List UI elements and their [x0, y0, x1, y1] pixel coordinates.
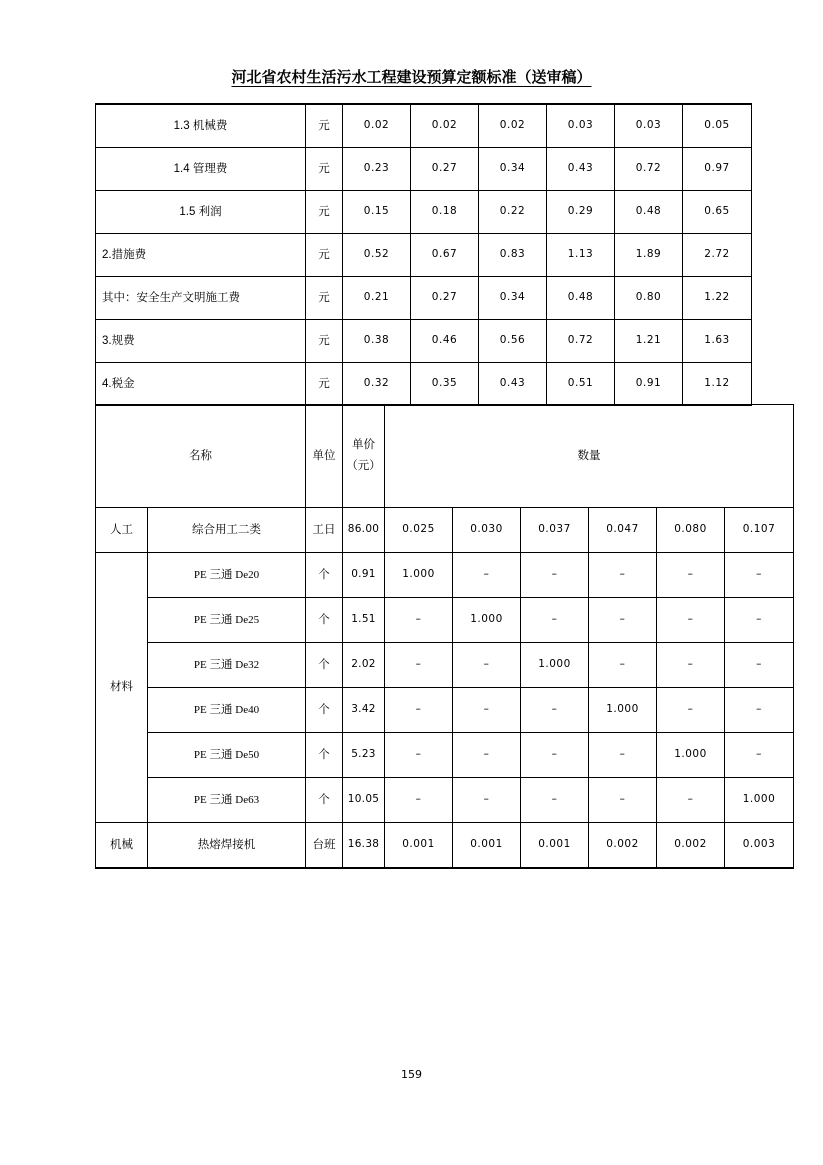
item-name-suffix: De20 — [235, 568, 260, 581]
fee-value: 0.23 — [343, 148, 411, 191]
item-unit: 个 — [306, 733, 343, 778]
bill-of-quantities-table — [95, 404, 794, 869]
item-quantity: – — [521, 553, 589, 598]
table-row — [96, 104, 752, 148]
table-row — [96, 148, 752, 191]
fee-value: 1.63 — [683, 320, 752, 363]
item-quantity: 0.002 — [589, 823, 657, 869]
item-quantity: – — [453, 553, 521, 598]
fee-summary-body — [96, 104, 752, 406]
item-quantity: – — [657, 643, 725, 688]
item-quantity: 0.001 — [521, 823, 589, 869]
item-quantity: – — [521, 778, 589, 823]
fee-value: 0.48 — [615, 191, 683, 234]
item-unit-price: 16.38 — [343, 823, 385, 869]
bill-of-quantities-body — [96, 405, 794, 869]
item-name-suffix: De32 — [235, 658, 260, 671]
item-quantity: 1.000 — [725, 778, 794, 823]
fee-value: 0.43 — [479, 363, 547, 406]
fee-value: 0.43 — [547, 148, 615, 191]
item-name — [148, 688, 306, 733]
table-row — [96, 823, 794, 869]
fee-row-unit: 元 — [306, 234, 343, 277]
fee-value: 0.91 — [615, 363, 683, 406]
item-quantity: – — [453, 733, 521, 778]
item-quantity: – — [589, 598, 657, 643]
item-quantity: – — [725, 553, 794, 598]
item-quantity: – — [385, 733, 453, 778]
item-name — [148, 553, 306, 598]
fee-row-unit: 元 — [306, 320, 343, 363]
item-name-suffix: De25 — [235, 613, 260, 626]
category-label-labor: 人工 — [96, 508, 148, 553]
item-quantity: – — [521, 598, 589, 643]
fee-value: 0.46 — [411, 320, 479, 363]
table-row — [96, 277, 752, 320]
fee-value: 0.34 — [479, 148, 547, 191]
item-name-prefix: PE — [193, 748, 207, 761]
item-quantity: – — [725, 598, 794, 643]
fee-row-unit: 元 — [306, 148, 343, 191]
fee-row-label: 2.措施费 — [96, 234, 306, 277]
item-name-cjk: 三通 — [209, 568, 233, 581]
item-name-cjk: 三通 — [209, 658, 233, 671]
fee-value: 0.52 — [343, 234, 411, 277]
table-header-row — [96, 405, 794, 508]
table-row — [96, 643, 794, 688]
item-name-prefix: PE — [193, 703, 207, 716]
fee-value: 0.05 — [683, 104, 752, 148]
item-quantity: 1.000 — [521, 643, 589, 688]
item-unit-price: 5.23 — [343, 733, 385, 778]
table-row — [96, 191, 752, 234]
fee-value: 0.18 — [411, 191, 479, 234]
item-unit: 个 — [306, 643, 343, 688]
fee-value: 0.83 — [479, 234, 547, 277]
table-row — [96, 688, 794, 733]
fee-row-label: 1.5 利润 — [96, 191, 306, 234]
item-name-prefix: PE — [193, 568, 207, 581]
item-name-prefix: PE — [193, 658, 207, 671]
item-quantity: – — [589, 778, 657, 823]
table-row — [96, 320, 752, 363]
item-unit: 个 — [306, 553, 343, 598]
item-quantity: – — [725, 688, 794, 733]
item-quantity: 0.025 — [385, 508, 453, 553]
fee-row-unit: 元 — [306, 104, 343, 148]
item-quantity: – — [589, 733, 657, 778]
item-name-prefix: PE — [193, 793, 207, 806]
page-title — [0, 66, 823, 87]
item-quantity: – — [657, 553, 725, 598]
item-unit-price: 3.42 — [343, 688, 385, 733]
item-unit: 个 — [306, 598, 343, 643]
fee-value: 0.22 — [479, 191, 547, 234]
category-label-material: 材料 — [96, 553, 148, 823]
table-row — [96, 553, 794, 598]
table-row — [96, 234, 752, 277]
fee-value: 0.51 — [547, 363, 615, 406]
fee-value: 0.27 — [411, 148, 479, 191]
item-name-cjk: 三通 — [209, 703, 233, 716]
item-quantity: – — [657, 688, 725, 733]
item-name-cjk: 三通 — [209, 613, 233, 626]
item-unit-price: 10.05 — [343, 778, 385, 823]
item-quantity: – — [657, 598, 725, 643]
header-unit-price — [343, 405, 385, 508]
fee-value: 0.03 — [615, 104, 683, 148]
item-quantity: 0.001 — [385, 823, 453, 869]
fee-row-label: 其中：安全生产文明施工费 — [96, 277, 306, 320]
item-name: 热熔焊接机 — [148, 823, 306, 869]
item-name — [148, 643, 306, 688]
fee-value: 0.15 — [343, 191, 411, 234]
item-quantity: – — [657, 778, 725, 823]
fee-value: 1.21 — [615, 320, 683, 363]
item-unit: 工日 — [306, 508, 343, 553]
item-quantity: – — [521, 688, 589, 733]
item-quantity: 0.107 — [725, 508, 794, 553]
item-quantity: – — [725, 643, 794, 688]
item-quantity: – — [589, 553, 657, 598]
fee-value: 0.48 — [547, 277, 615, 320]
header-unit: 单位 — [306, 405, 343, 508]
fee-value: 0.27 — [411, 277, 479, 320]
item-quantity: 1.000 — [657, 733, 725, 778]
fee-value: 0.21 — [343, 277, 411, 320]
fee-value: 0.35 — [411, 363, 479, 406]
header-quantity: 数量 — [385, 405, 794, 508]
fee-value: 0.32 — [343, 363, 411, 406]
item-quantity: – — [725, 733, 794, 778]
fee-value: 0.72 — [547, 320, 615, 363]
category-label-machinery: 机械 — [96, 823, 148, 869]
fee-row-label: 3.规费 — [96, 320, 306, 363]
item-quantity: – — [385, 643, 453, 688]
item-name-suffix: De50 — [235, 748, 260, 761]
fee-row-unit: 元 — [306, 277, 343, 320]
page-title-text: 河北省农村生活污水工程建设预算定额标准（送审稿） — [231, 69, 592, 86]
fee-row-label: 1.3 机械费 — [96, 104, 306, 148]
item-quantity: 0.037 — [521, 508, 589, 553]
fee-value: 0.80 — [615, 277, 683, 320]
item-name: 综合用工二类 — [148, 508, 306, 553]
fee-value: 1.22 — [683, 277, 752, 320]
fee-value: 0.67 — [411, 234, 479, 277]
item-quantity: – — [385, 598, 453, 643]
item-quantity: 0.047 — [589, 508, 657, 553]
item-unit: 个 — [306, 778, 343, 823]
fee-value: 1.13 — [547, 234, 615, 277]
fee-value: 0.02 — [343, 104, 411, 148]
item-quantity: 0.001 — [453, 823, 521, 869]
fee-summary-table — [95, 103, 752, 406]
item-quantity: 0.080 — [657, 508, 725, 553]
fee-row-label: 1.4 管理费 — [96, 148, 306, 191]
fee-value: 0.97 — [683, 148, 752, 191]
item-quantity: 0.003 — [725, 823, 794, 869]
item-name-cjk: 三通 — [209, 748, 233, 761]
item-name-prefix: PE — [193, 613, 207, 626]
table-row — [96, 598, 794, 643]
item-name-suffix: De40 — [235, 703, 260, 716]
item-quantity: 0.002 — [657, 823, 725, 869]
header-unit-price-line2: （元） — [346, 460, 381, 472]
table-row — [96, 778, 794, 823]
item-name — [148, 733, 306, 778]
fee-value: 1.12 — [683, 363, 752, 406]
table-row — [96, 733, 794, 778]
item-name — [148, 598, 306, 643]
item-unit: 台班 — [306, 823, 343, 869]
item-quantity: 1.000 — [453, 598, 521, 643]
item-unit: 个 — [306, 688, 343, 733]
fee-value: 0.72 — [615, 148, 683, 191]
item-quantity: – — [521, 733, 589, 778]
item-quantity: – — [453, 778, 521, 823]
fee-value: 0.38 — [343, 320, 411, 363]
item-unit-price: 2.02 — [343, 643, 385, 688]
fee-value: 1.89 — [615, 234, 683, 277]
fee-row-label: 4.税金 — [96, 363, 306, 406]
item-name-suffix: De63 — [235, 793, 260, 806]
item-quantity: – — [453, 643, 521, 688]
item-quantity: – — [589, 643, 657, 688]
item-name — [148, 778, 306, 823]
item-name-cjk: 三通 — [209, 793, 233, 806]
page-number: 159 — [401, 1068, 422, 1081]
item-quantity: – — [385, 778, 453, 823]
header-name: 名称 — [96, 405, 306, 508]
fee-row-unit: 元 — [306, 363, 343, 406]
item-quantity: 1.000 — [589, 688, 657, 733]
item-quantity: – — [453, 688, 521, 733]
fee-value: 0.02 — [479, 104, 547, 148]
fee-value: 0.34 — [479, 277, 547, 320]
fee-value: 0.02 — [411, 104, 479, 148]
item-quantity: – — [385, 688, 453, 733]
item-unit-price: 1.51 — [343, 598, 385, 643]
table-row — [96, 508, 794, 553]
fee-value: 2.72 — [683, 234, 752, 277]
fee-value: 0.03 — [547, 104, 615, 148]
fee-value: 0.29 — [547, 191, 615, 234]
fee-row-unit: 元 — [306, 191, 343, 234]
fee-value: 0.56 — [479, 320, 547, 363]
item-quantity: 1.000 — [385, 553, 453, 598]
fee-value: 0.65 — [683, 191, 752, 234]
table-row — [96, 363, 752, 406]
item-unit-price: 0.91 — [343, 553, 385, 598]
item-quantity: 0.030 — [453, 508, 521, 553]
header-unit-price-line1: 单价 — [352, 439, 375, 452]
item-unit-price: 86.00 — [343, 508, 385, 553]
